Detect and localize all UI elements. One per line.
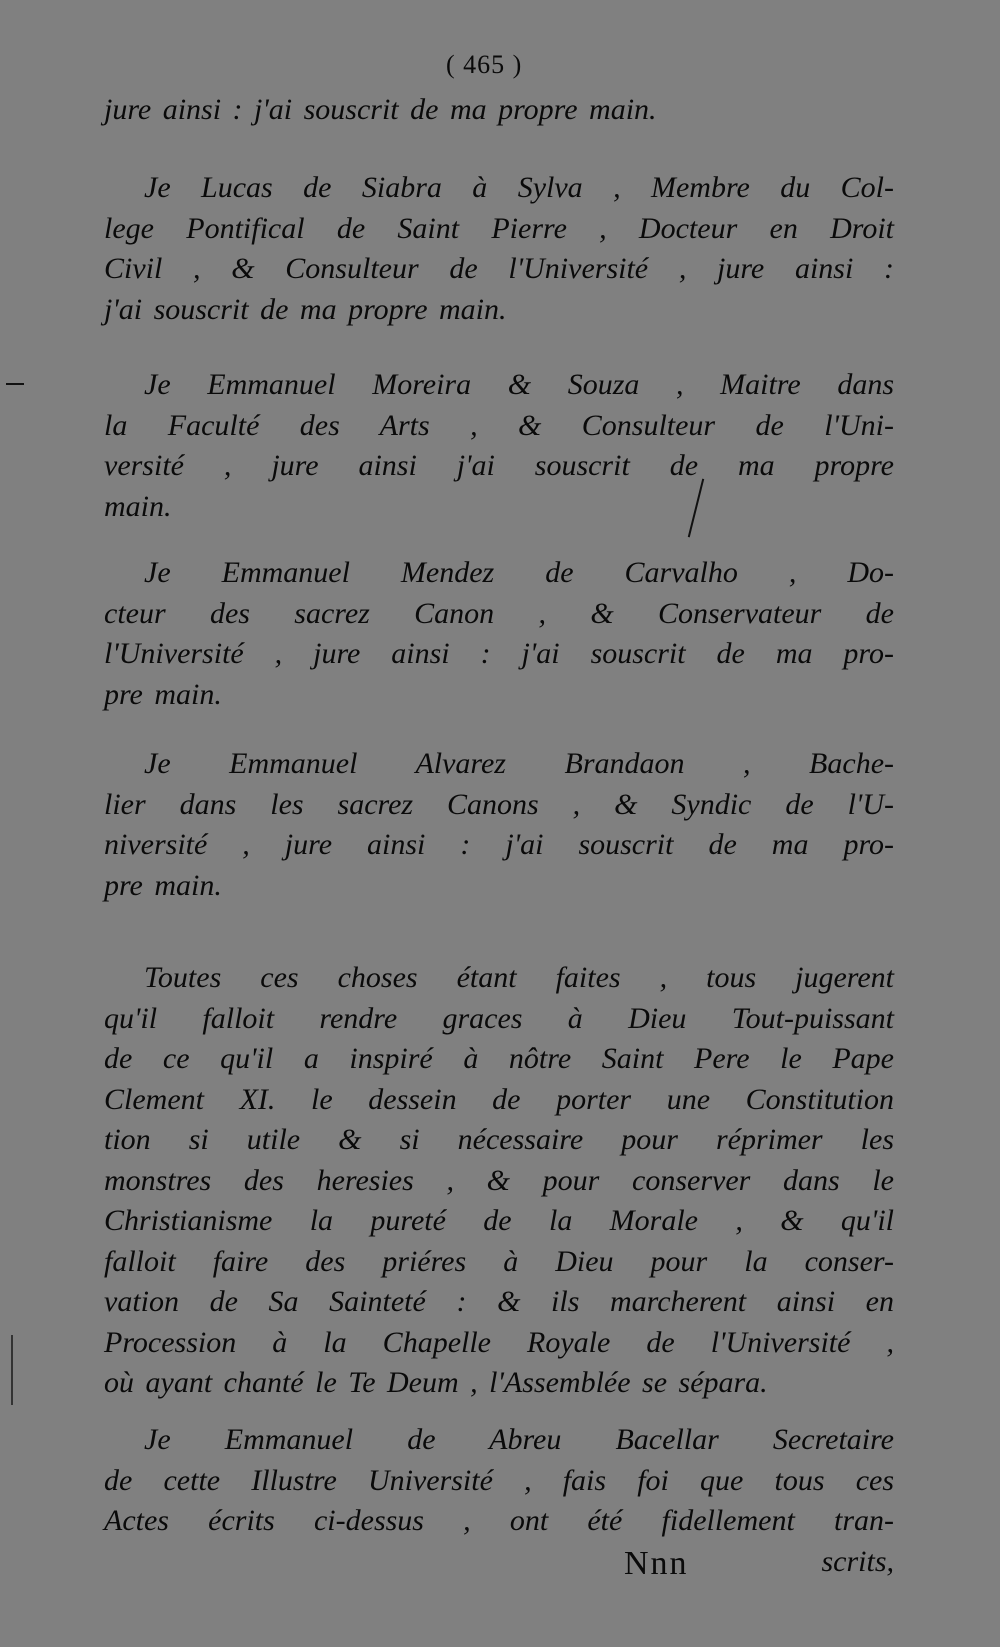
text-line: versité , jure ainsi j'ai souscrit de ma propre bbox=[104, 449, 894, 482]
page-footer bbox=[104, 1545, 894, 1589]
text-line: lege Pontifical de Saint Pierre , Docteur en Droit bbox=[104, 211, 894, 245]
text-line: Toutes ces choses étant faites , tous jugerent bbox=[144, 961, 894, 994]
text-line: j'ai souscrit de ma propre main. bbox=[104, 292, 507, 326]
margin-mark bbox=[11, 1335, 13, 1405]
text-line: Je Emmanuel de Abreu Bacellar Secretaire bbox=[144, 1423, 894, 1456]
text-line: Procession à la Chapelle Royale de l'Université , bbox=[104, 1325, 894, 1359]
text-line: où ayant chanté le Te Deum , l'Assemblée se sépara. bbox=[104, 1366, 768, 1399]
text-line: de ce qu'il a inspiré à nôtre Saint Pere le Pape bbox=[104, 1042, 894, 1075]
text-line: Civil , & Consulteur de l'Université , jure ainsi : bbox=[104, 252, 894, 285]
text-line: niversité , jure ainsi : j'ai souscrit de ma pro- bbox=[104, 828, 894, 861]
text-line: Christianisme la pureté de la Morale , & qu'il bbox=[104, 1204, 894, 1237]
text-line: qu'il falloit rendre graces à Dieu Tout-puissant bbox=[104, 1001, 894, 1035]
paragraph-mendez bbox=[104, 553, 894, 715]
text-line: Actes écrits ci-dessus , ont été fidellement tran- bbox=[104, 1504, 894, 1537]
paragraph-toutes bbox=[104, 958, 894, 1404]
text-line: monstres des heresies , & pour conserver dans le bbox=[104, 1163, 894, 1197]
paragraph-moreira bbox=[104, 365, 894, 527]
text-line: tion si utile & si nécessaire pour réprimer les bbox=[104, 1123, 894, 1156]
text-line: cteur des sacrez Canon , & Conservateur de bbox=[104, 596, 894, 630]
text-line: jure ainsi : j'ai souscrit de ma propre main. bbox=[104, 93, 657, 126]
margin-mark bbox=[6, 383, 24, 385]
text-line: Je Emmanuel Moreira & Souza , Maitre dans bbox=[144, 368, 894, 401]
continued-line bbox=[104, 90, 894, 131]
catchword: scrits, bbox=[821, 1545, 894, 1578]
text-line: de cette Illustre Université , fais foi que tous ces bbox=[104, 1463, 894, 1497]
text-line: pre main. bbox=[104, 677, 222, 711]
text-line: Je Lucas de Siabra à Sylva , Membre du Col- bbox=[144, 171, 894, 204]
text-line: pre main. bbox=[104, 868, 222, 902]
text-line: l'Université , jure ainsi : j'ai souscrit de ma pro- bbox=[104, 637, 894, 670]
page-number: ( 465 ) bbox=[446, 50, 523, 79]
text-line: main. bbox=[104, 489, 172, 523]
text-line: Je Emmanuel Mendez de Carvalho , Do- bbox=[144, 556, 894, 589]
text-line: Je Emmanuel Alvarez Brandaon , Bache- bbox=[144, 747, 894, 780]
text-line: Clement XI. le dessein de porter une Constitution bbox=[104, 1082, 894, 1116]
text-line: la Faculté des Arts , & Consulteur de l'Uni- bbox=[104, 408, 894, 442]
text-line: vation de Sa Sainteté : & ils marcherent ainsi en bbox=[104, 1285, 894, 1318]
paragraph-abreu bbox=[104, 1420, 894, 1542]
signature-mark: Nnn bbox=[624, 1545, 689, 1582]
text-line: lier dans les sacrez Canons , & Syndic de l'U- bbox=[104, 787, 894, 821]
text-line: falloit faire des priéres à Dieu pour la conser- bbox=[104, 1244, 894, 1278]
paragraph-alvarez bbox=[104, 744, 894, 906]
paragraph-lucas bbox=[104, 168, 894, 330]
